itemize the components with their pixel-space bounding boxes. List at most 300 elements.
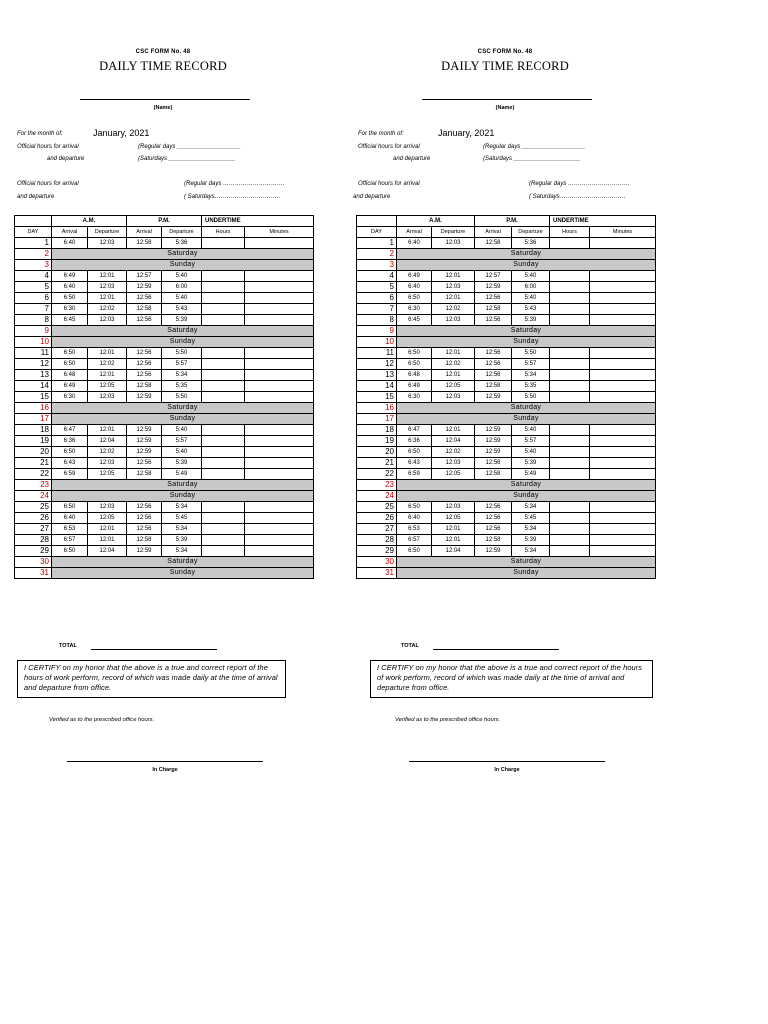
pm-arrival: 12:59 bbox=[127, 447, 162, 458]
undertime-minutes bbox=[245, 348, 314, 359]
pm-departure: 5:43 bbox=[162, 304, 202, 315]
day-number: 2 bbox=[15, 249, 52, 260]
am-departure: 12:03 bbox=[88, 282, 127, 293]
am-arrival: 6:49 bbox=[397, 381, 432, 392]
day-number: 12 bbox=[15, 359, 52, 370]
am-arrival: 6:50 bbox=[397, 348, 432, 359]
undertime-hours bbox=[202, 359, 245, 370]
day-number: 13 bbox=[15, 370, 52, 381]
undertime-hours bbox=[202, 271, 245, 282]
day-number: 12 bbox=[357, 359, 397, 370]
pm-departure: 5:39 bbox=[512, 315, 550, 326]
day-number: 17 bbox=[15, 414, 52, 425]
official-hours-label-2: Official hours for arrival bbox=[17, 181, 79, 187]
day-number: 29 bbox=[15, 546, 52, 557]
table-row bbox=[357, 403, 656, 414]
undertime-hours bbox=[202, 392, 245, 403]
am-departure: 12:01 bbox=[88, 348, 127, 359]
am-arrival: 6:40 bbox=[52, 238, 88, 249]
undertime-hours bbox=[550, 469, 590, 480]
undertime-minutes bbox=[245, 359, 314, 370]
am-departure: 12:01 bbox=[88, 370, 127, 381]
undertime-minutes bbox=[590, 458, 656, 469]
table-row bbox=[15, 315, 314, 326]
saturdays-label-2: ( Saturdays…………………………… bbox=[184, 194, 281, 200]
header-undertime: UNDERTIME bbox=[550, 216, 656, 227]
table-row bbox=[357, 238, 656, 249]
pm-departure: 5:50 bbox=[162, 348, 202, 359]
day-number: 5 bbox=[15, 282, 52, 293]
name-caption: (Name) bbox=[153, 105, 173, 111]
table-row bbox=[15, 458, 314, 469]
table-row bbox=[15, 425, 314, 436]
am-departure: 12:02 bbox=[88, 359, 127, 370]
day-number: 13 bbox=[357, 370, 397, 381]
undertime-hours bbox=[202, 381, 245, 392]
undertime-hours bbox=[550, 458, 590, 469]
am-departure: 12:05 bbox=[88, 469, 127, 480]
pm-arrival: 12:59 bbox=[127, 546, 162, 557]
pm-arrival: 12:58 bbox=[127, 381, 162, 392]
table-row bbox=[357, 546, 656, 557]
day-number: 2 bbox=[357, 249, 397, 260]
table-row bbox=[357, 502, 656, 513]
undertime-minutes bbox=[590, 513, 656, 524]
day-number: 1 bbox=[357, 238, 397, 249]
am-departure: 12:01 bbox=[432, 370, 475, 381]
table-row bbox=[357, 381, 656, 392]
am-arrival: 6:50 bbox=[397, 359, 432, 370]
pm-departure: 5:39 bbox=[162, 315, 202, 326]
and-departure-label: and departure bbox=[393, 156, 431, 162]
regular-days-label: (Regular days ___________________ bbox=[138, 144, 241, 150]
am-departure: 12:03 bbox=[432, 392, 475, 403]
day-number: 28 bbox=[15, 535, 52, 546]
weekend-label: Sunday bbox=[52, 414, 314, 425]
weekend-label: Saturday bbox=[397, 249, 656, 260]
pm-arrival: 12:58 bbox=[127, 469, 162, 480]
am-arrival: 6:50 bbox=[52, 348, 88, 359]
table-row bbox=[15, 546, 314, 557]
month-value: January, 2021 bbox=[93, 128, 150, 138]
table-row bbox=[357, 513, 656, 524]
day-number: 19 bbox=[357, 436, 397, 447]
undertime-minutes bbox=[590, 348, 656, 359]
header-hours: Hours bbox=[550, 227, 590, 238]
undertime-minutes bbox=[245, 381, 314, 392]
day-number: 27 bbox=[357, 524, 397, 535]
day-number: 20 bbox=[15, 447, 52, 458]
total-label: TOTAL bbox=[401, 643, 419, 649]
undertime-hours bbox=[202, 502, 245, 513]
weekend-label: Sunday bbox=[52, 568, 314, 579]
undertime-hours bbox=[550, 370, 590, 381]
undertime-hours bbox=[550, 293, 590, 304]
am-departure: 12:03 bbox=[432, 458, 475, 469]
regular-days-label: (Regular days ___________________ bbox=[483, 144, 586, 150]
table-row bbox=[357, 337, 656, 348]
am-departure: 12:03 bbox=[88, 458, 127, 469]
pm-arrival: 12:59 bbox=[475, 282, 512, 293]
day-number: 6 bbox=[15, 293, 52, 304]
undertime-minutes bbox=[590, 370, 656, 381]
am-arrival: 6:45 bbox=[52, 315, 88, 326]
pm-departure: 5:40 bbox=[162, 425, 202, 436]
regular-days-label-2: (Regular days …………………………. bbox=[529, 181, 630, 187]
day-number: 18 bbox=[15, 425, 52, 436]
table-row bbox=[15, 392, 314, 403]
undertime-minutes bbox=[245, 502, 314, 513]
form-number: CSC FORM No. 48 bbox=[477, 49, 533, 55]
day-number: 10 bbox=[15, 337, 52, 348]
table-row bbox=[15, 348, 314, 359]
am-departure: 12:03 bbox=[88, 315, 127, 326]
day-number: 23 bbox=[15, 480, 52, 491]
am-arrival: 6:47 bbox=[52, 425, 88, 436]
day-number: 5 bbox=[357, 282, 397, 293]
table-row bbox=[15, 480, 314, 491]
am-arrival: 6:48 bbox=[52, 370, 88, 381]
saturdays-label-2: ( Saturdays…………………………… bbox=[529, 194, 626, 200]
pm-departure: 5:39 bbox=[512, 535, 550, 546]
header-pm-departure: Departure bbox=[512, 227, 550, 238]
undertime-hours bbox=[202, 348, 245, 359]
am-departure: 12:01 bbox=[432, 293, 475, 304]
day-number: 14 bbox=[15, 381, 52, 392]
certification-text: I CERTIFY on my honor that the above is a true and correct report of the hours of work perform, record of which was made daily at the time of arrival and departure from office. bbox=[24, 663, 278, 692]
pm-departure: 5:35 bbox=[512, 381, 550, 392]
pm-departure: 5:36 bbox=[512, 238, 550, 249]
am-arrival: 6:45 bbox=[397, 315, 432, 326]
total-label: TOTAL bbox=[59, 643, 77, 649]
weekend-label: Saturday bbox=[52, 557, 314, 568]
saturdays-label: (Saturdays ____________________ bbox=[483, 156, 581, 162]
weekend-label: Saturday bbox=[397, 557, 656, 568]
day-number: 18 bbox=[357, 425, 397, 436]
undertime-hours bbox=[550, 315, 590, 326]
day-number: 9 bbox=[357, 326, 397, 337]
pm-departure: 5:39 bbox=[512, 458, 550, 469]
header-blank bbox=[357, 216, 397, 227]
table-row bbox=[357, 480, 656, 491]
undertime-hours bbox=[550, 359, 590, 370]
undertime-minutes bbox=[245, 238, 314, 249]
table-row bbox=[15, 524, 314, 535]
pm-arrival: 12:58 bbox=[127, 238, 162, 249]
weekend-label: Sunday bbox=[52, 260, 314, 271]
form-title: DAILY TIME RECORD bbox=[99, 59, 227, 73]
pm-arrival: 12:56 bbox=[127, 524, 162, 535]
day-number: 14 bbox=[357, 381, 397, 392]
day-number: 24 bbox=[15, 491, 52, 502]
table-row bbox=[357, 370, 656, 381]
table-row bbox=[15, 260, 314, 271]
day-number: 29 bbox=[357, 546, 397, 557]
pm-departure: 5:57 bbox=[512, 436, 550, 447]
undertime-minutes bbox=[590, 524, 656, 535]
pm-arrival: 12:59 bbox=[127, 425, 162, 436]
day-number: 9 bbox=[15, 326, 52, 337]
header-minutes: Minutes bbox=[590, 227, 656, 238]
day-number: 19 bbox=[15, 436, 52, 447]
undertime-hours bbox=[202, 238, 245, 249]
pm-departure: 6:00 bbox=[512, 282, 550, 293]
undertime-hours bbox=[550, 502, 590, 513]
pm-arrival: 12:56 bbox=[475, 458, 512, 469]
am-departure: 12:01 bbox=[432, 271, 475, 282]
undertime-hours bbox=[202, 425, 245, 436]
am-arrival: 6:30 bbox=[52, 304, 88, 315]
weekend-label: Saturday bbox=[397, 480, 656, 491]
undertime-hours bbox=[550, 513, 590, 524]
pm-departure: 5:34 bbox=[162, 524, 202, 535]
day-number: 15 bbox=[15, 392, 52, 403]
am-arrival: 6:36 bbox=[397, 436, 432, 447]
weekend-label: Saturday bbox=[52, 249, 314, 260]
name-line bbox=[80, 99, 250, 100]
pm-arrival: 12:59 bbox=[475, 425, 512, 436]
am-departure: 12:01 bbox=[88, 535, 127, 546]
undertime-minutes bbox=[590, 447, 656, 458]
table-row bbox=[15, 304, 314, 315]
header-row-1 bbox=[357, 216, 656, 227]
am-arrival: 6:57 bbox=[397, 535, 432, 546]
pm-arrival: 12:58 bbox=[475, 304, 512, 315]
pm-arrival: 12:59 bbox=[127, 282, 162, 293]
undertime-hours bbox=[202, 315, 245, 326]
am-departure: 12:01 bbox=[432, 535, 475, 546]
header-row-2 bbox=[357, 227, 656, 238]
table-row bbox=[357, 260, 656, 271]
header-am-arrival: Arrival bbox=[52, 227, 88, 238]
undertime-hours bbox=[202, 535, 245, 546]
am-departure: 12:04 bbox=[88, 546, 127, 557]
pm-departure: 6:00 bbox=[162, 282, 202, 293]
header-hours: Hours bbox=[202, 227, 245, 238]
name-caption: (Name) bbox=[495, 105, 515, 111]
am-arrival: 6:50 bbox=[397, 447, 432, 458]
table-row bbox=[357, 271, 656, 282]
pm-departure: 5:35 bbox=[162, 381, 202, 392]
pm-departure: 5:39 bbox=[162, 458, 202, 469]
day-number: 30 bbox=[15, 557, 52, 568]
official-hours-label: Official hours for arrival bbox=[358, 144, 420, 150]
am-arrival: 6:50 bbox=[52, 502, 88, 513]
day-number: 24 bbox=[357, 491, 397, 502]
am-departure: 12:01 bbox=[88, 271, 127, 282]
weekend-label: Saturday bbox=[52, 326, 314, 337]
total-line bbox=[433, 649, 559, 650]
table-row bbox=[357, 458, 656, 469]
undertime-minutes bbox=[590, 315, 656, 326]
weekend-label: Sunday bbox=[397, 260, 656, 271]
time-record-table bbox=[14, 215, 314, 579]
pm-departure: 5:34 bbox=[162, 370, 202, 381]
header-day: DAY bbox=[357, 227, 397, 238]
pm-departure: 5:45 bbox=[162, 513, 202, 524]
day-number: 25 bbox=[357, 502, 397, 513]
pm-departure: 5:34 bbox=[512, 502, 550, 513]
day-number: 3 bbox=[357, 260, 397, 271]
undertime-hours bbox=[550, 425, 590, 436]
undertime-hours bbox=[202, 293, 245, 304]
undertime-minutes bbox=[245, 546, 314, 557]
am-arrival: 6:47 bbox=[397, 425, 432, 436]
day-number: 11 bbox=[15, 348, 52, 359]
pm-departure: 5:43 bbox=[512, 304, 550, 315]
undertime-hours bbox=[550, 436, 590, 447]
table-row bbox=[357, 557, 656, 568]
am-arrival: 6:40 bbox=[397, 513, 432, 524]
pm-departure: 5:34 bbox=[162, 502, 202, 513]
day-number: 31 bbox=[357, 568, 397, 579]
pm-departure: 5:57 bbox=[162, 436, 202, 447]
pm-arrival: 12:59 bbox=[475, 436, 512, 447]
day-number: 23 bbox=[357, 480, 397, 491]
undertime-hours bbox=[202, 447, 245, 458]
header-minutes: Minutes bbox=[245, 227, 314, 238]
day-number: 21 bbox=[357, 458, 397, 469]
and-departure-label: and departure bbox=[47, 156, 85, 162]
undertime-hours bbox=[550, 304, 590, 315]
pm-arrival: 12:56 bbox=[475, 370, 512, 381]
header-pm-arrival: Arrival bbox=[475, 227, 512, 238]
am-departure: 12:03 bbox=[88, 502, 127, 513]
undertime-minutes bbox=[590, 535, 656, 546]
am-departure: 12:02 bbox=[432, 447, 475, 458]
month-label: For the month of: bbox=[17, 131, 63, 137]
pm-departure: 5:40 bbox=[162, 293, 202, 304]
in-charge-caption: In Charge bbox=[494, 767, 520, 773]
day-number: 7 bbox=[357, 304, 397, 315]
am-arrival: 6:48 bbox=[397, 370, 432, 381]
am-departure: 12:02 bbox=[88, 304, 127, 315]
undertime-hours bbox=[550, 535, 590, 546]
total-line bbox=[91, 649, 217, 650]
am-arrival: 6:50 bbox=[397, 502, 432, 513]
pm-arrival: 12:56 bbox=[127, 513, 162, 524]
undertime-hours bbox=[202, 370, 245, 381]
undertime-minutes bbox=[245, 458, 314, 469]
header-day: DAY bbox=[15, 227, 52, 238]
day-number: 16 bbox=[357, 403, 397, 414]
undertime-minutes bbox=[245, 436, 314, 447]
weekend-label: Saturday bbox=[397, 326, 656, 337]
am-departure: 12:02 bbox=[88, 447, 127, 458]
am-arrival: 6:40 bbox=[52, 513, 88, 524]
am-departure: 12:05 bbox=[432, 381, 475, 392]
header-pm-arrival: Arrival bbox=[127, 227, 162, 238]
table-row bbox=[357, 524, 656, 535]
weekend-label: Sunday bbox=[52, 337, 314, 348]
am-departure: 12:03 bbox=[432, 502, 475, 513]
table-row bbox=[15, 568, 314, 579]
pm-arrival: 12:56 bbox=[475, 315, 512, 326]
table-row bbox=[15, 359, 314, 370]
undertime-hours bbox=[202, 513, 245, 524]
am-arrival: 6:49 bbox=[52, 271, 88, 282]
am-arrival: 6:40 bbox=[397, 282, 432, 293]
pm-arrival: 12:58 bbox=[475, 469, 512, 480]
day-number: 16 bbox=[15, 403, 52, 414]
undertime-minutes bbox=[590, 502, 656, 513]
pm-arrival: 12:59 bbox=[127, 436, 162, 447]
header-am-departure: Departure bbox=[432, 227, 475, 238]
table-row bbox=[357, 414, 656, 425]
verified-text: Verified as to the prescribed office hours. bbox=[49, 717, 155, 723]
table-row bbox=[15, 249, 314, 260]
weekend-label: Sunday bbox=[397, 491, 656, 502]
am-departure: 12:01 bbox=[432, 348, 475, 359]
day-number: 11 bbox=[357, 348, 397, 359]
day-number: 10 bbox=[357, 337, 397, 348]
pm-departure: 5:50 bbox=[512, 392, 550, 403]
table-row bbox=[357, 425, 656, 436]
undertime-hours bbox=[550, 282, 590, 293]
am-arrival: 6:43 bbox=[52, 458, 88, 469]
day-number: 15 bbox=[357, 392, 397, 403]
weekend-label: Sunday bbox=[397, 337, 656, 348]
table-row bbox=[357, 469, 656, 480]
am-departure: 12:05 bbox=[88, 381, 127, 392]
am-arrival: 6:53 bbox=[397, 524, 432, 535]
header-am-departure: Departure bbox=[88, 227, 127, 238]
undertime-minutes bbox=[590, 392, 656, 403]
pm-departure: 5:34 bbox=[512, 546, 550, 557]
am-departure: 12:04 bbox=[88, 436, 127, 447]
table-row bbox=[357, 282, 656, 293]
in-charge-caption: In Charge bbox=[152, 767, 178, 773]
pm-arrival: 12:57 bbox=[127, 271, 162, 282]
header-am: A.M. bbox=[397, 216, 475, 227]
signature-line bbox=[67, 761, 263, 762]
table-row bbox=[357, 348, 656, 359]
day-number: 22 bbox=[357, 469, 397, 480]
day-number: 4 bbox=[15, 271, 52, 282]
undertime-hours bbox=[550, 447, 590, 458]
undertime-minutes bbox=[590, 238, 656, 249]
am-departure: 12:03 bbox=[88, 238, 127, 249]
table-row bbox=[357, 304, 656, 315]
pm-arrival: 12:56 bbox=[475, 513, 512, 524]
header-am: A.M. bbox=[52, 216, 127, 227]
table-row bbox=[15, 326, 314, 337]
am-departure: 12:05 bbox=[432, 513, 475, 524]
day-number: 20 bbox=[357, 447, 397, 458]
am-arrival: 6:43 bbox=[397, 458, 432, 469]
day-number: 26 bbox=[357, 513, 397, 524]
undertime-minutes bbox=[245, 392, 314, 403]
day-number: 4 bbox=[357, 271, 397, 282]
certification-box bbox=[17, 660, 286, 698]
am-arrival: 6:49 bbox=[397, 271, 432, 282]
am-departure: 12:04 bbox=[432, 436, 475, 447]
undertime-hours bbox=[202, 524, 245, 535]
table-row bbox=[15, 447, 314, 458]
table-row bbox=[15, 436, 314, 447]
header-pm-departure: Departure bbox=[162, 227, 202, 238]
pm-departure: 5:34 bbox=[512, 370, 550, 381]
am-arrival: 6:59 bbox=[397, 469, 432, 480]
pm-departure: 5:40 bbox=[512, 425, 550, 436]
undertime-hours bbox=[202, 458, 245, 469]
saturdays-label: (Saturdays ____________________ bbox=[138, 156, 236, 162]
undertime-hours bbox=[202, 304, 245, 315]
undertime-minutes bbox=[245, 304, 314, 315]
table-row bbox=[15, 238, 314, 249]
undertime-hours bbox=[202, 436, 245, 447]
undertime-hours bbox=[202, 282, 245, 293]
